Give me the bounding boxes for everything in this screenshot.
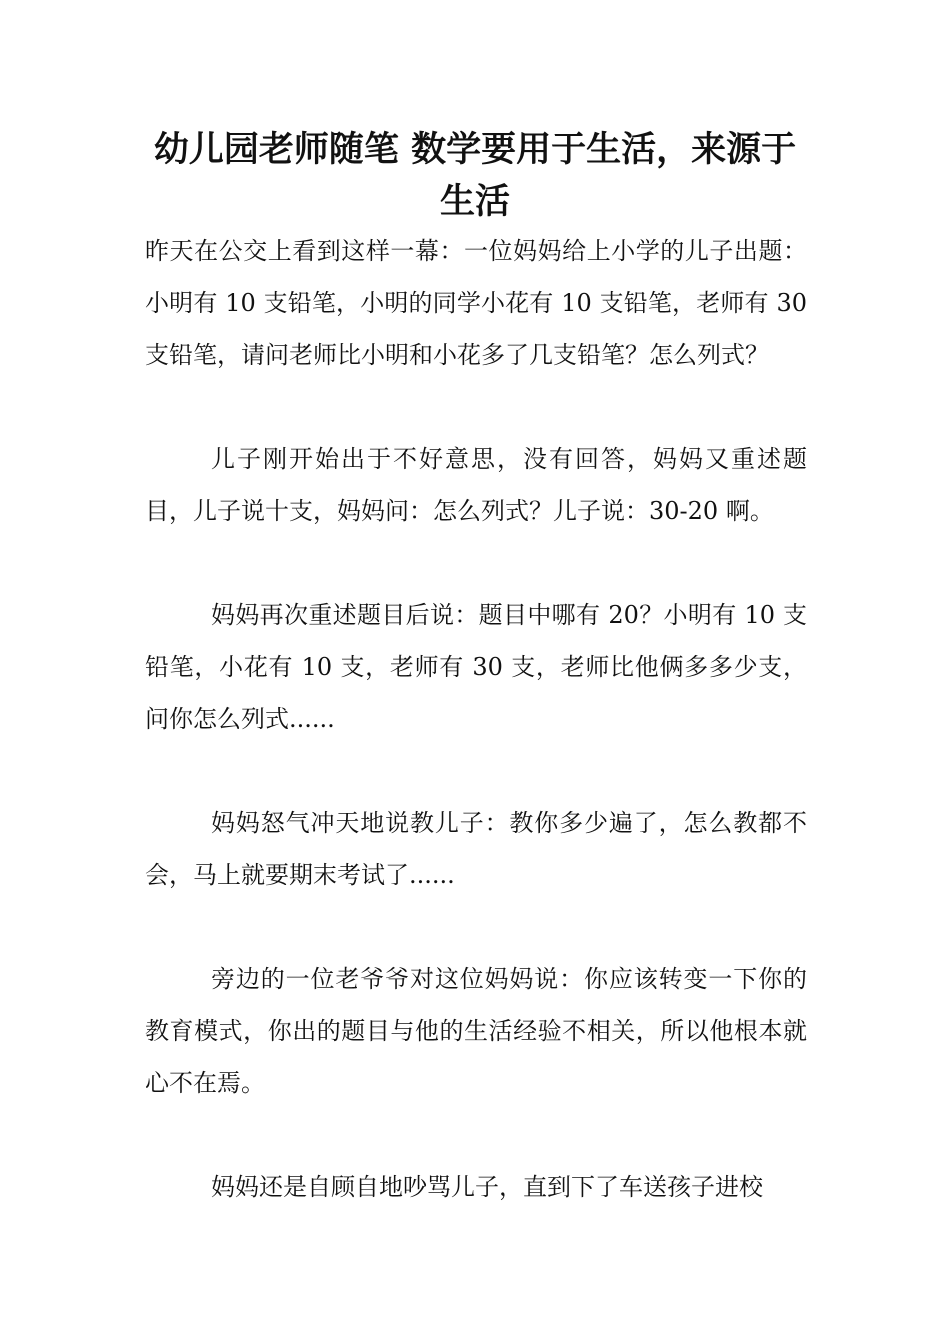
paragraph: 旁边的一位老爷爷对这位妈妈说：你应该转变一下你的教育模式，你出的题目与他的生活经验不相关，所以他根本就心不在焉。 [145,965,807,1097]
paragraph: 妈妈再次重述题目后说：题目中哪有 20？小明有 10 支铅笔，小花有 10 支，老师有 30 支，老师比他俩多多少支，问你怎么列式...... [145,601,807,733]
paragraph: 妈妈怒气冲天地说教儿子：教你多少遍了，怎么教都不会，马上就要期末考试了...... [145,809,807,889]
document-title: 幼儿园老师随笔 数学要用于生活，来源于生活 [153,130,797,222]
paragraph: 昨天在公交上看到这样一幕：一位妈妈给上小学的儿子出题：小明有 10 支铅笔，小明的同学小花有 10 支铅笔，老师有 30 支铅笔，请问老师比小明和小花多了几支铅笔？怎么列式？ [145,237,807,369]
paragraph: 妈妈还是自顾自地吵骂儿子，直到下了车送孩子进校 [211,1173,763,1201]
document-body [145,225,807,1265]
paragraph: 儿子刚开始出于不好意思，没有回答，妈妈又重述题目，儿子说十支，妈妈问：怎么列式？儿子说：30-20 啊。 [145,445,807,525]
